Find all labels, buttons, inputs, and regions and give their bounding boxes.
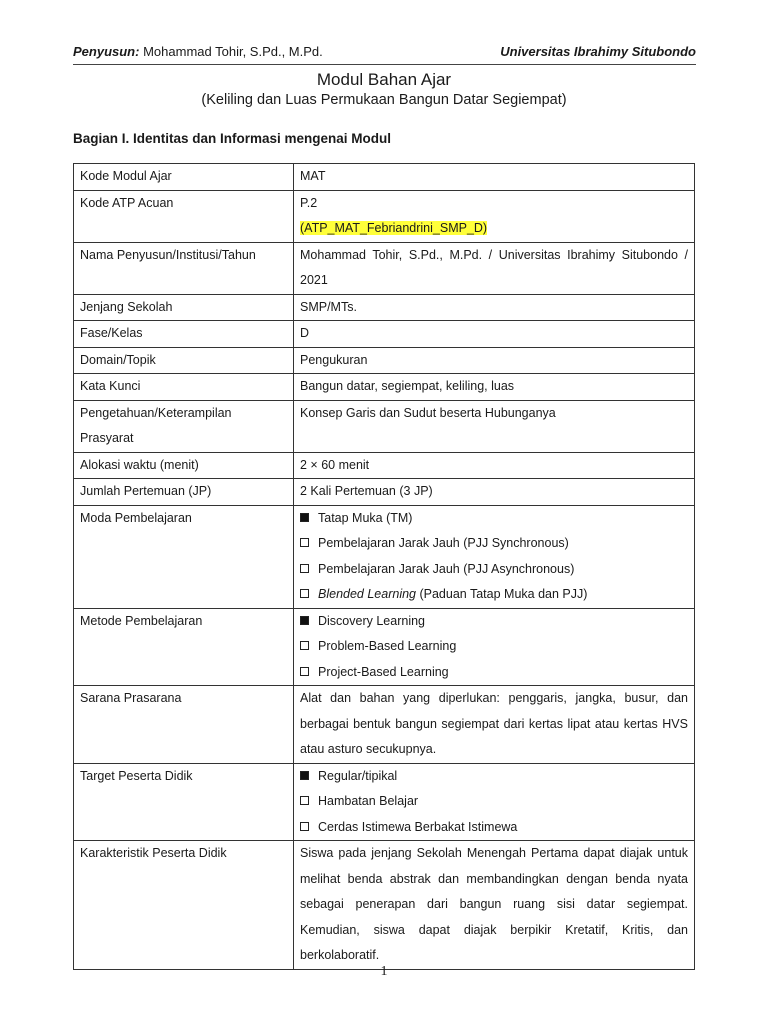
checkbox-option: Tatap Muka (TM) xyxy=(300,506,688,532)
row-label: Metode Pembelajaran xyxy=(74,608,294,686)
row-label: Target Peserta Didik xyxy=(74,763,294,841)
header-institution: Universitas Ibrahimy Situbondo xyxy=(500,44,696,59)
row-value: 2 Kali Pertemuan (3 JP) xyxy=(294,479,695,506)
unchecked-box-icon xyxy=(300,589,309,598)
row-value: 2 × 60 menit xyxy=(294,452,695,479)
row-label: Karakteristik Peserta Didik xyxy=(74,841,294,970)
row-label: Jumlah Pertemuan (JP) xyxy=(74,479,294,506)
checkbox-option: Pembelajaran Jarak Jauh (PJJ Asynchronous) xyxy=(300,557,688,583)
row-value: Alat dan bahan yang diperlukan: penggaris, jangka, busur, dan berbagai bentuk bangun segiempat dari kertas lipat atau kertas HVS atau asturo secukupnya. xyxy=(294,686,695,764)
unchecked-box-icon xyxy=(300,538,309,547)
unchecked-box-icon xyxy=(300,564,309,573)
row-label: Kode ATP Acuan xyxy=(74,190,294,242)
unchecked-box-icon xyxy=(300,667,309,676)
page-number: 1 xyxy=(380,964,388,979)
unchecked-box-icon xyxy=(300,822,309,831)
row-label: Sarana Prasarana xyxy=(74,686,294,764)
header-author xyxy=(73,44,323,59)
table-row xyxy=(74,479,695,506)
row-label: Kata Kunci xyxy=(74,374,294,401)
table-row xyxy=(74,374,695,401)
checkbox-option: Hambatan Belajar xyxy=(300,789,688,815)
table-row xyxy=(74,686,695,764)
page-header xyxy=(73,42,696,65)
checkbox-option: Discovery Learning xyxy=(300,609,688,635)
row-value: D xyxy=(294,321,695,348)
checkbox-option: Pembelajaran Jarak Jauh (PJJ Synchronous) xyxy=(300,531,688,557)
atp-reference-highlight: (ATP_MAT_Febriandrini_SMP_D) xyxy=(300,221,488,235)
row-value: SMP/MTs. xyxy=(294,294,695,321)
table-row xyxy=(74,841,695,970)
row-value: MAT xyxy=(294,164,695,191)
checked-box-icon xyxy=(300,771,309,780)
row-value: Pengukuran xyxy=(294,347,695,374)
row-label: Nama Penyusun/Institusi/Tahun xyxy=(74,242,294,294)
atp-code: P.2 xyxy=(300,195,318,210)
document-subtitle: (Keliling dan Luas Permukaan Bangun Datar Segiempat) xyxy=(201,92,567,108)
table-row xyxy=(74,452,695,479)
module-identity-table xyxy=(73,163,695,970)
table-row xyxy=(74,505,695,608)
section-heading: Bagian I. Identitas dan Informasi mengenai Modul xyxy=(73,131,392,146)
checked-box-icon xyxy=(300,616,309,625)
table-row xyxy=(74,190,695,242)
table-row xyxy=(74,242,695,294)
checked-box-icon xyxy=(300,513,309,522)
row-label: Moda Pembelajaran xyxy=(74,505,294,608)
row-value xyxy=(294,763,695,841)
checkbox-option: Project-Based Learning xyxy=(300,660,688,686)
checkbox-option: Regular/tipikal xyxy=(300,764,688,790)
unchecked-box-icon xyxy=(300,641,309,650)
table-row xyxy=(74,321,695,348)
row-value: Mohammad Tohir, S.Pd., M.Pd. / Universitas Ibrahimy Situbondo / 2021 xyxy=(294,242,695,294)
row-value xyxy=(294,505,695,608)
row-value: Siswa pada jenjang Sekolah Menengah Pertama dapat diajak untuk melihat benda abstrak dan membandingkan dengan benda nyata sebagai penerapan dari bangun ruang sisi datar segiempat. Kemudian, siswa dapat diajak berpikir Kretatif, Kritis, dan berkolaboratif. xyxy=(294,841,695,970)
document-title: Modul Bahan Ajar xyxy=(316,70,452,89)
row-value: Bangun datar, segiempat, keliling, luas xyxy=(294,374,695,401)
unchecked-box-icon xyxy=(300,796,309,805)
row-label: Domain/Topik xyxy=(74,347,294,374)
table-row xyxy=(74,763,695,841)
checkbox-option: Problem-Based Learning xyxy=(300,634,688,660)
header-author-name: Mohammad Tohir, S.Pd., M.Pd. xyxy=(143,44,323,59)
table-row xyxy=(74,400,695,452)
row-label: Jenjang Sekolah xyxy=(74,294,294,321)
row-label: Fase/Kelas xyxy=(74,321,294,348)
row-value: Konsep Garis dan Sudut beserta Hubunganya xyxy=(294,400,695,452)
header-author-label: Penyusun: xyxy=(73,44,140,59)
row-value xyxy=(294,190,695,242)
table-row xyxy=(74,608,695,686)
table-row xyxy=(74,294,695,321)
row-label: Pengetahuan/Keterampilan Prasyarat xyxy=(74,400,294,452)
row-label: Kode Modul Ajar xyxy=(74,164,294,191)
checkbox-option: Cerdas Istimewa Berbakat Istimewa xyxy=(300,815,688,841)
checkbox-option: Blended Learning (Paduan Tatap Muka dan PJJ) xyxy=(300,582,688,608)
row-value xyxy=(294,608,695,686)
table-row xyxy=(74,347,695,374)
row-label: Alokasi waktu (menit) xyxy=(74,452,294,479)
table-row xyxy=(74,164,695,191)
